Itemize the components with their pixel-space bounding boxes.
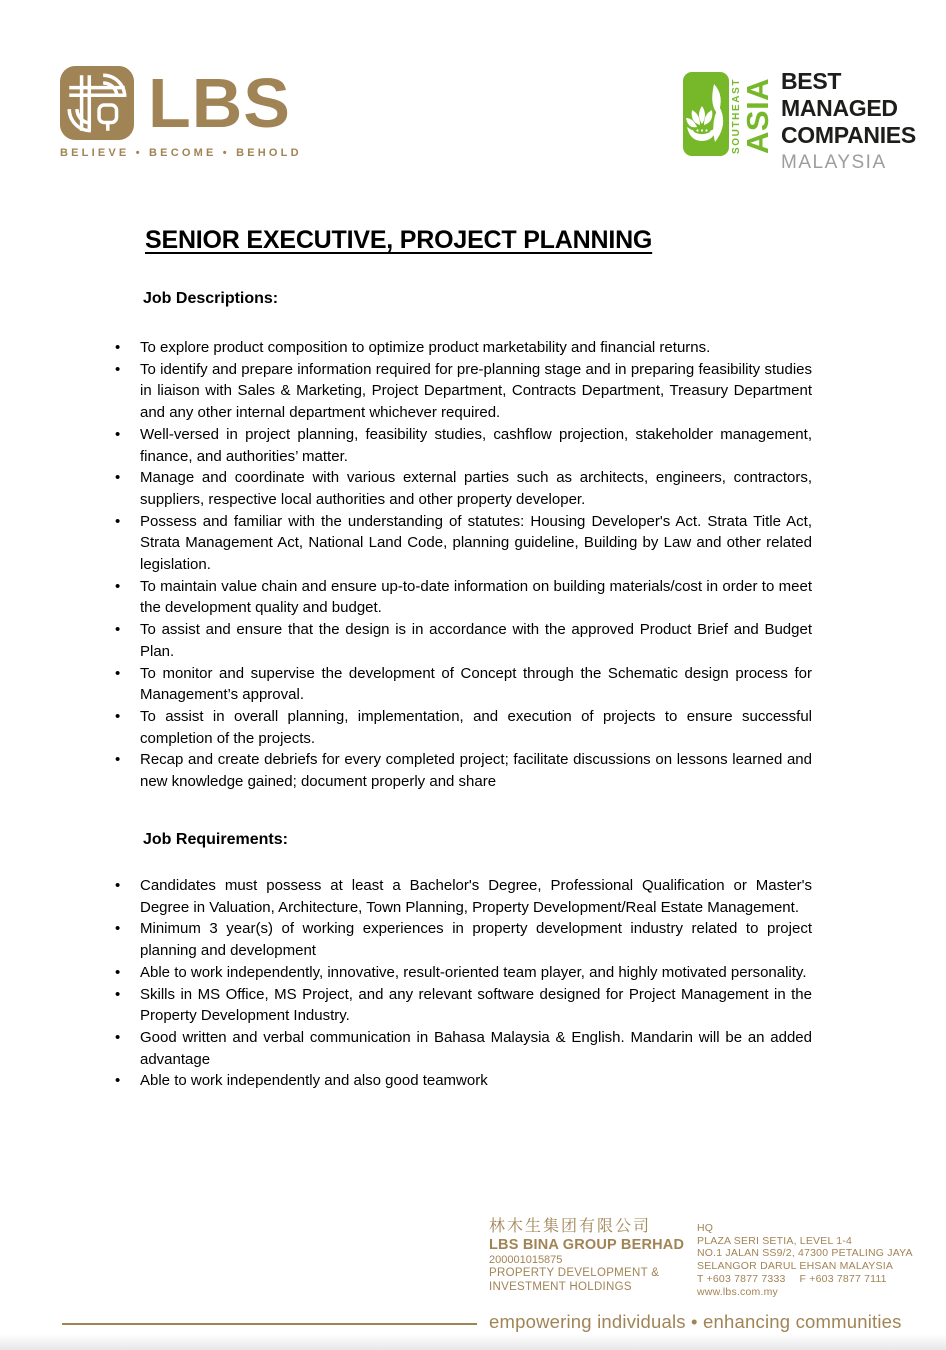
job-descriptions-list	[113, 337, 812, 793]
lotus-icon	[683, 72, 729, 156]
bullet-item: • To assist and ensure that the design is in accordance with the approved Product Brief and Budget Plan.	[113, 619, 812, 662]
hq-fax: F +603 7877 7111	[799, 1272, 887, 1285]
company-business-line1: PROPERTY DEVELOPMENT &	[489, 1267, 660, 1279]
lbs-tagline: BELIEVE • BECOME • BEHOLD	[60, 147, 302, 159]
lbs-logo-icon	[60, 66, 134, 140]
award-region-asia: ASIA	[740, 77, 775, 155]
hq-label: HQ	[697, 1222, 714, 1234]
bullet-item: • Well-versed in project planning, feasibility studies, cashflow projection, stakeholder management, finance, and authorities’ matter.	[113, 424, 812, 467]
company-name: LBS BINA GROUP BERHAD	[489, 1237, 685, 1253]
bullet-item: • Minimum 3 year(s) of working experiences in property development industry related to project planning and development	[113, 918, 812, 961]
hq-phone-fax	[697, 1273, 913, 1286]
lbs-wordmark: LBS	[148, 64, 291, 142]
page-bottom-shadow	[0, 1334, 946, 1350]
bullet-item: • Able to work independently and also good teamwork	[113, 1070, 812, 1092]
footer-divider-line	[62, 1323, 477, 1325]
bullet-item: • Skills in MS Office, MS Project, and any relevant software designed for Project Management in the Property Development Industry.	[113, 984, 812, 1027]
hq-address-line2: NO.1 JALAN SS9/2, 47300 PETALING JAYA	[697, 1247, 913, 1260]
bullet-item: • Able to work independently, innovative, result-oriented team player, and highly motivated personality.	[113, 962, 812, 984]
award-region-southeast: SOUTHEAST	[731, 77, 742, 155]
bullet-item: • Good written and verbal communication in Bahasa Malaysia & English. Mandarin will be an added advantage	[113, 1027, 812, 1070]
bullet-item: • Possess and familiar with the understanding of statutes: Housing Developer's Act. Strata Title Act, Strata Management Act, National Land Code, planning guideline, Building by Law and other related legislation.	[113, 511, 812, 576]
award-line-managed: MANAGED	[781, 95, 898, 121]
award-country: MALAYSIA	[781, 152, 887, 173]
best-managed-companies-logo	[683, 62, 916, 173]
company-business-line2: INVESTMENT HOLDINGS	[489, 1280, 632, 1293]
company-chinese-name: 林木生集团有限公司	[489, 1218, 652, 1235]
job-descriptions-heading: Job Descriptions:	[143, 290, 279, 307]
job-title: SENIOR EXECUTIVE, PROJECT PLANNING	[145, 226, 653, 254]
award-line-best: BEST	[781, 68, 842, 94]
job-requirements-list	[113, 875, 812, 1092]
footer-company-block	[489, 1218, 684, 1294]
footer-tagline: empowering individuals • enhancing communities	[489, 1311, 902, 1332]
hq-address-line3: SELANGOR DARUL EHSAN MALAYSIA	[697, 1260, 894, 1273]
bullet-item: • To assist in overall planning, implementation, and execution of projects to ensure successful completion of the projects.	[113, 706, 812, 749]
hq-address-line1: PLAZA SERI SETIA, LEVEL 1-4	[697, 1234, 852, 1247]
hq-phone: T +603 7877 7333	[697, 1272, 786, 1285]
bullet-item: • To monitor and supervise the development of Concept through the Schematic design process for Management’s approval.	[113, 663, 812, 706]
bullet-item: • Candidates must possess at least a Bachelor's Degree, Professional Qualification or Master's Degree in Valuation, Architecture, Town Planning, Property Development/Real Estate Management.	[113, 875, 812, 918]
award-line-companies: COMPANIES	[781, 122, 916, 148]
bullet-item: • To identify and prepare information required for pre-planning stage and in preparing feasibility studies in liaison with Sales & Marketing, Project Department, Contracts Department, Treasury Department and any other internal department whichever required.	[113, 359, 812, 424]
lbs-logo	[60, 66, 302, 159]
hq-website: www.lbs.com.my	[697, 1285, 778, 1298]
footer-hq-block	[697, 1222, 913, 1298]
bullet-item: • To explore product composition to optimize product marketability and financial returns.	[113, 337, 812, 359]
bullet-item: • To maintain value chain and ensure up-to-date information on building materials/cost in order to meet the development quality and budget.	[113, 576, 812, 619]
company-registration-number: 200001015875	[489, 1254, 563, 1266]
bullet-item: • Manage and coordinate with various external parties such as architects, engineers, contractors, suppliers, respective local authorities and other property developer.	[113, 467, 812, 510]
job-requirements-heading: Job Requirements:	[143, 831, 288, 848]
bullet-item: • Recap and create debriefs for every completed project; facilitate discussions on lessons learned and new knowledge gained; document properly and share	[113, 749, 812, 792]
